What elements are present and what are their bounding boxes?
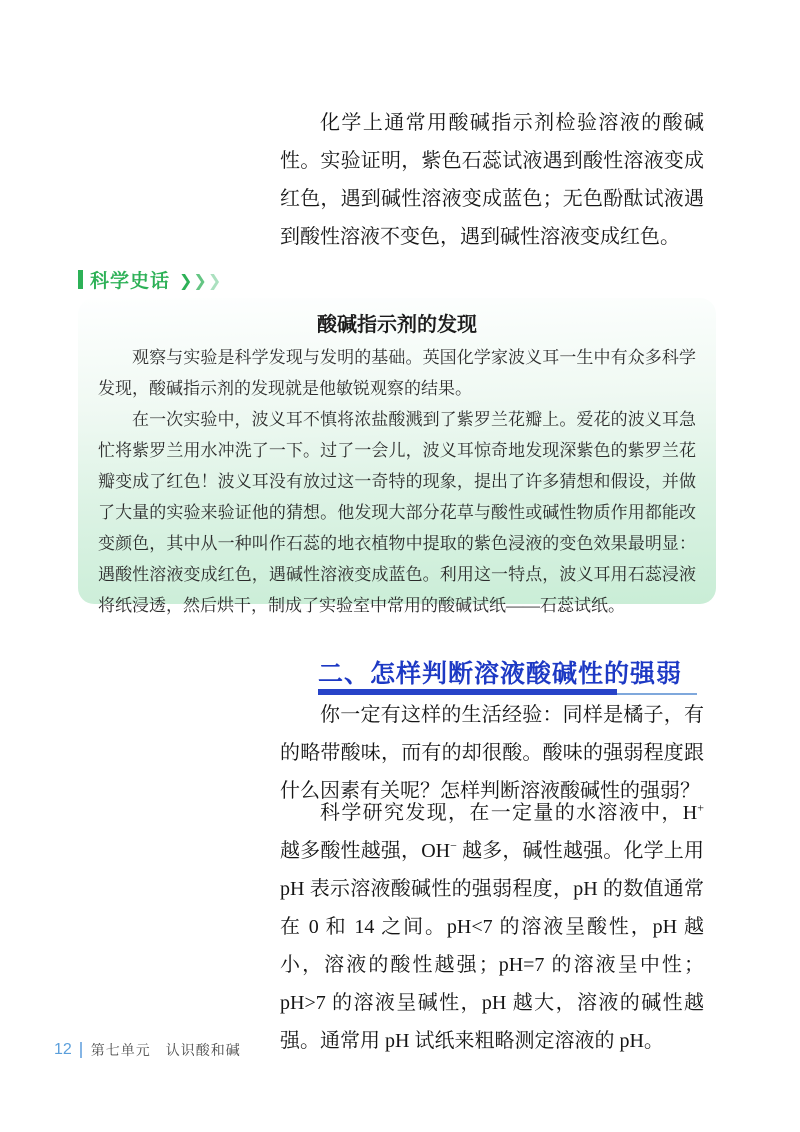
science-history-header bbox=[78, 266, 221, 293]
story-title: 酸碱指示剂的发现 bbox=[317, 314, 477, 336]
chevrons-icon bbox=[179, 271, 221, 291]
page-number: 12 bbox=[54, 1041, 72, 1058]
intro-paragraph: 化学上通常用酸碱指示剂检验溶液的酸碱性。实验证明，紫色石蕊试液遇到酸性溶液变成红色，遇到碱性溶液变成蓝色；无色酚酞试液遇到酸性溶液不变色，遇到碱性溶液变成红色。 bbox=[280, 112, 704, 248]
section-heading: 二、怎样判断溶液酸碱性的强弱 bbox=[318, 660, 683, 688]
section-paragraph-2 bbox=[280, 794, 704, 1060]
chevron-3-icon: ❯ bbox=[207, 272, 222, 290]
page-footer bbox=[54, 1040, 241, 1060]
footer-divider bbox=[80, 1042, 82, 1058]
story-paragraph-2: 在一次实验中，波义耳不慎将浓盐酸溅到了紫罗兰花瓣上。爱花的波义耳急忙将紫罗兰用水冲洗了一下。过了一会儿，波义耳惊奇地发现深紫色的紫罗兰花瓣变成了红色！波义耳没有放过这一奇特的现象，提出了许多猜想和假设，并做了大量的实验来验证他的猜想。他发现大部分花草与酸性或碱性物质作用都能改变颜色，其中从一种叫作石蕊的地衣植物中提取的紫色浸液的变色效果最明显：遇酸性溶液变成红色，遇碱性溶液变成蓝色。利用这一特点，波义耳用石蕊浸液将纸浸透，然后烘干，制成了实验室中常用的酸碱试纸——石蕊试纸。 bbox=[98, 410, 696, 615]
heading-underline bbox=[318, 689, 697, 696]
chevron-1-icon: ❯ bbox=[179, 272, 193, 290]
para2-segment-2: 越多酸性越强，OH bbox=[280, 840, 451, 862]
hydrogen-ion-superscript: + bbox=[697, 800, 704, 815]
para2-segment-1: 科学研究发现，在一定量的水溶液中，H bbox=[320, 802, 698, 824]
green-bar-icon bbox=[78, 270, 83, 289]
chevron-2-icon: ❯ bbox=[193, 272, 207, 290]
science-history-label: 科学史话 bbox=[90, 271, 171, 292]
story-paragraph-1: 观察与实验是科学发现与发明的基础。英国化学家波义耳一生中有众多科学发现，酸碱指示剂的发现就是他敏锐观察的结果。 bbox=[98, 348, 696, 398]
section-paragraph-1: 你一定有这样的生活经验：同样是橘子，有的略带酸味，而有的却很酸。酸味的强弱程度跟什么因素有关呢？怎样判断溶液酸碱性的强弱？ bbox=[280, 704, 704, 802]
para2-segment-3: 越多，碱性越强。化学上用 pH 表示溶液酸碱性的强弱程度，pH 的数值通常在 0 和 14 之间。pH<7 的溶液呈酸性，pH 越小，溶液的酸性越强；pH=7 的溶液呈中性；pH>7 的溶液呈碱性，pH 越大，溶液的碱性越强。通常用 pH 试纸来粗略测定溶液的 pH。 bbox=[280, 840, 705, 1052]
hydroxide-ion-superscript: − bbox=[450, 838, 457, 853]
history-story-box bbox=[78, 298, 716, 615]
unit-title: 第七单元 认识酸和碱 bbox=[90, 1042, 241, 1058]
underline-thick-rule bbox=[318, 689, 617, 695]
